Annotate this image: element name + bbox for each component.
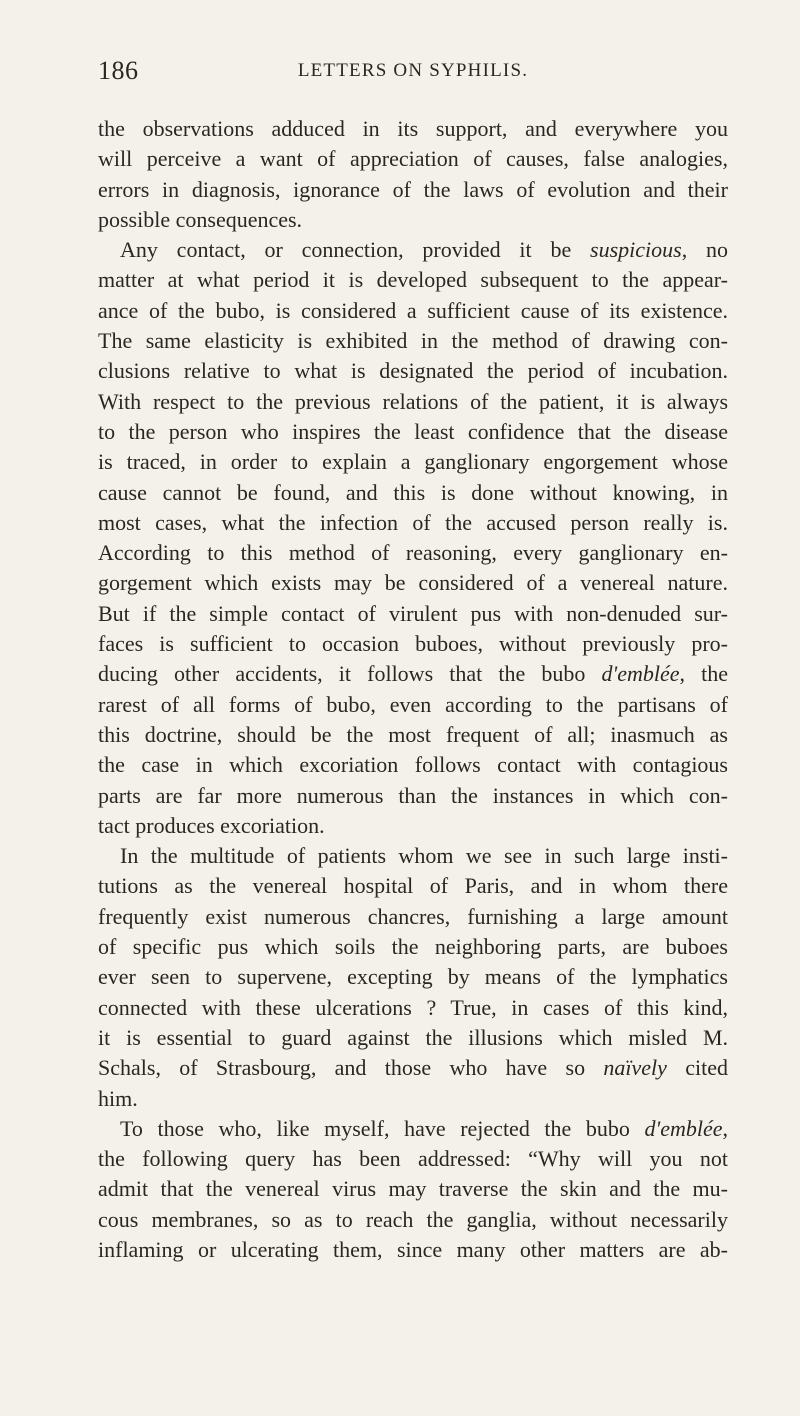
text-segment: Any contact, or connection, provided it be [120,237,591,263]
text-line: him. [98,1085,138,1111]
text-line: cous membranes, so as to reach the ganglia, without necessarily [98,1206,728,1232]
text-segment: ducing other accidents, it follows that the bubo [98,661,602,687]
text-line: rarest of all forms of bubo, even according to the partisans of [98,691,728,717]
text-line: ever seen to supervene, excepting by means of the lymphatics [98,964,728,990]
text-line: inflaming or ulcerating them, since many other matters are ab- [98,1236,728,1262]
text-line: parts are far more numerous than the instances in which con- [98,782,728,808]
text-line: will perceive a want of appreciation of causes, false analogies, [98,146,728,172]
text-line: frequently exist numerous chancres, furnishing a large amount [98,903,728,929]
italic-term: d'emblée [601,661,680,687]
text-line: According to this method of reasoning, every ganglionary en- [98,540,728,566]
page-header [98,56,728,96]
running-title: LETTERS ON SYPHILIS. [297,60,529,81]
text-line: admit that the venereal virus may traverse the skin and the mu- [98,1176,728,1202]
italic-term: d'emblée [644,1115,723,1141]
text-line: possible consequences. [98,206,303,232]
text-line: ance of the bubo, is considered a sufficient cause of its existence. [98,297,728,323]
text-line: faces is sufficient to occasion buboes, without previously pro- [98,631,728,657]
page-number: 186 [98,56,139,85]
text-segment: To those who, like myself, have rejected the bubo [120,1115,645,1141]
text-line: connected with these ulcerations ? True, in cases of this kind, [98,994,728,1020]
text-line [98,1114,728,1144]
text-line: of specific pus which soils the neighboring parts, are buboes [98,934,728,960]
text-segment: , no [681,237,728,263]
text-line: the following query has been addressed: “Why will you not [98,1146,728,1172]
text-line: In the multitude of patients whom we see in such large insti- [120,843,728,869]
text-line: to the person who inspires the least confidence that the disease [98,418,728,444]
text-line [98,1053,728,1083]
text-line: cause cannot be found, and this is done without knowing, in [98,479,728,505]
body-text [98,114,728,1265]
text-line: the observations adduced in its support, and everywhere you [98,116,728,141]
text-segment: , [722,1115,728,1141]
text-line: is traced, in order to explain a ganglionary engorgement whose [98,449,728,475]
text-line: matter at what period it is developed subsequent to the appear- [98,267,728,293]
text-line: With respect to the previous relations of the patient, it is always [98,388,728,414]
text-segment: cited [666,1055,728,1081]
text-line [98,659,728,689]
italic-term: naïvely [603,1055,667,1081]
text-line: tact produces excoriation. [98,812,325,838]
text-segment: , the [679,661,728,687]
text-line: the case in which excoriation follows contact with contagious [98,752,728,778]
text-line: errors in diagnosis, ignorance of the laws of evolution and their [98,176,728,202]
text-line [98,235,728,265]
text-line: most cases, what the infection of the accused person really is. [98,509,728,535]
text-line: But if the simple contact of virulent pus with non-denuded sur- [98,600,728,626]
text-line: clusions relative to what is designated the period of incubation. [98,358,728,384]
text-line: gorgement which exists may be considered of a venereal nature. [98,570,728,596]
text-line: The same elasticity is exhibited in the method of drawing con- [98,328,728,354]
text-line: this doctrine, should be the most frequent of all; inasmuch as [98,721,728,747]
text-segment: Schals, of Strasbourg, and those who have so [98,1055,604,1081]
text-line: it is essential to guard against the illusions which misled M. [98,1024,728,1050]
text-line: tutions as the venereal hospital of Paris, and in whom there [98,873,728,899]
italic-term: suspicious [590,237,682,263]
